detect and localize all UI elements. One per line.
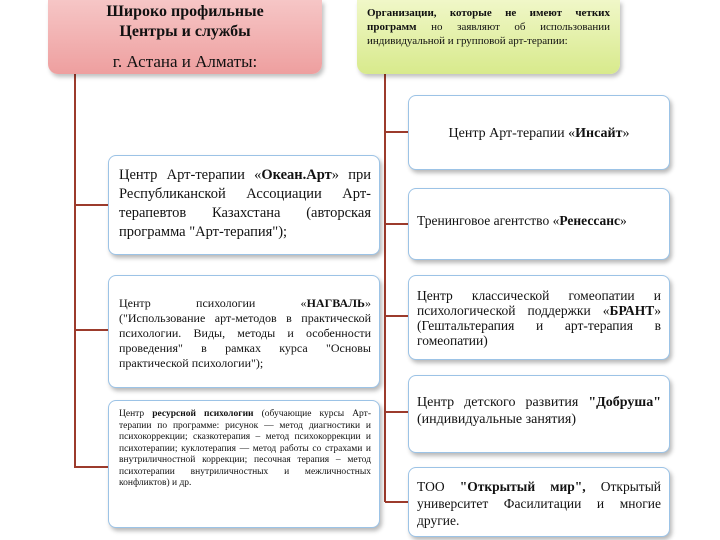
card-brant [408,275,670,360]
card-bold: ресурсной психологии [152,409,254,419]
card-text: ТОО [417,479,460,494]
card-resursnaya-psihologiya [108,400,380,528]
card-text: » [622,126,630,141]
card-text: » ("Использование арт-методов в практической психологии. Виды, методы и особенности проведения" в рамках курса "Основы практической психологии"); [119,296,371,370]
card-text: » при Республиканской Ассоциации Арт-терапевтов Казахстана (авторская программа "Арт-терапия"); [119,167,371,240]
card-bold: БРАНТ [609,303,655,318]
card-text: Центр психологии « [119,296,307,310]
card-dobrusha [408,375,670,453]
card-text: (индивидуальные занятия) [417,412,577,427]
card-text: » [620,213,627,228]
header-cities: г. Астана и Алматы: [112,52,258,71]
card-bold: "Добруша" [588,395,661,410]
card-text: Тренинговое агентство « [417,213,560,228]
card-bold: "Открытый мир", [459,479,586,494]
card-text: Центр классической гомеопатии и психологической поддержки « [417,288,661,318]
organizations-note-box [357,0,620,74]
card-otkrytyi-mir [408,467,670,537]
card-bold: Океан.Арт [261,167,332,183]
header-box [48,0,322,74]
card-ocean-art [108,155,380,255]
card-insait [408,95,670,170]
card-text: (обучающие курсы Арт-терапии по программе: рисунок — метод диагностики и психокоррекции; сказкотерапия – метод психокоррекции и психотерапии; куклотерапия — метод работы со страхами и внутриличностной коррекции; песочная терапия – метод психотерапии внутриличностных и межличностных конфликтов) и др. [119,409,371,488]
note-rest-text: но заявляют об использовании индивидуальной и групповой арт-терапии: [367,21,610,47]
card-bold: Инсайт [575,126,623,141]
card-renessans [408,188,670,260]
card-text: Центр детского развития [417,395,589,410]
card-nagval [108,275,380,388]
card-text: » (Гештальтерапия и арт-терапия в гомеопатии) [417,303,661,348]
note-bold-text: Организации, которые не имеют четких программ [367,7,610,33]
card-bold: НАГВАЛЬ [306,296,365,310]
card-text: Центр [119,409,153,419]
header-title-line1: Широко профильные [106,3,264,20]
card-text: Открытый университет Фасилитации и многие другие. [417,479,661,528]
card-text: Центр Арт-терапии « [448,126,576,141]
card-text: Центр Арт-терапии « [119,167,262,183]
card-bold: Ренессанс [559,213,621,228]
header-title-line2: Центры и службы [119,23,251,40]
